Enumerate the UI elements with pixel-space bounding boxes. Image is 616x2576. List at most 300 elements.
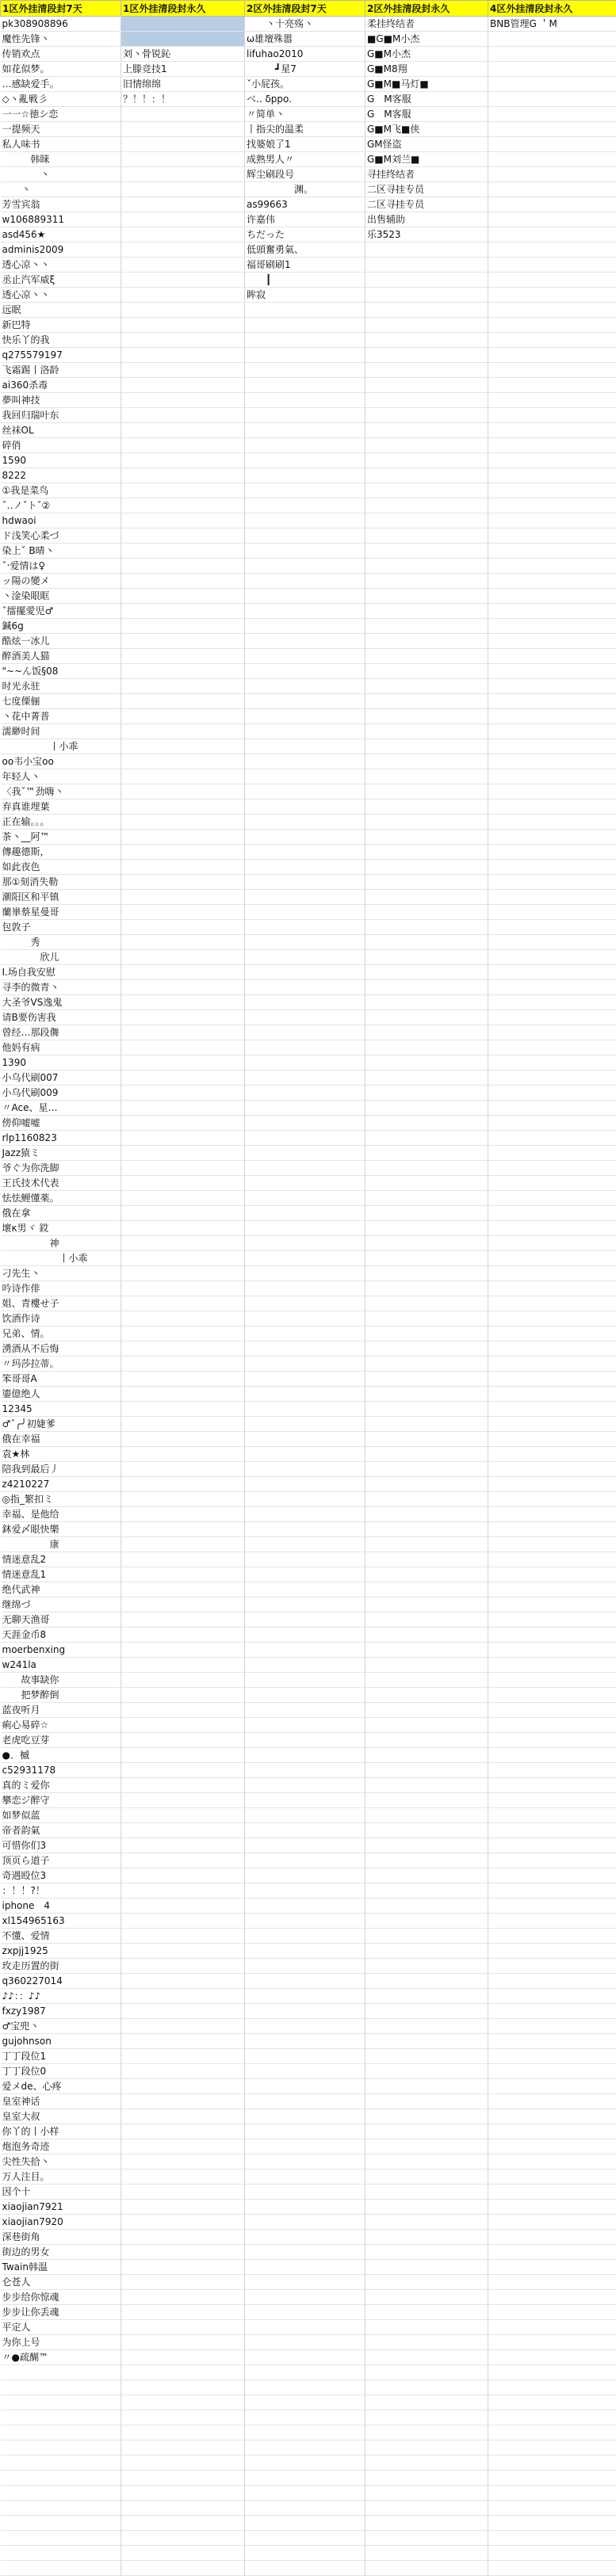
column-header[interactable]: 2区外挂清段封7天 (245, 1, 365, 17)
table-cell[interactable] (365, 1733, 488, 1748)
table-cell[interactable] (245, 1086, 365, 1101)
table-cell[interactable]: 傳趣德斯， (1, 845, 121, 860)
table-cell[interactable]: Jazz猿ミ (1, 1146, 121, 1161)
table-cell[interactable] (245, 2154, 365, 2170)
table-cell[interactable] (245, 2441, 365, 2456)
table-cell[interactable] (121, 1673, 245, 1688)
table-cell[interactable] (121, 498, 245, 513)
table-cell[interactable] (488, 438, 616, 453)
table-cell[interactable] (245, 348, 365, 363)
table-cell[interactable]: 顶页ら道子 (1, 1853, 121, 1868)
table-cell[interactable]: 二区寻挂专员 (365, 197, 488, 212)
table-cell[interactable] (245, 2365, 365, 2380)
table-cell[interactable] (121, 860, 245, 875)
table-cell[interactable]: 真的ミ爱你 (1, 1778, 121, 1793)
table-cell[interactable] (245, 483, 365, 498)
table-cell[interactable] (1, 2365, 121, 2380)
table-cell[interactable] (488, 1326, 616, 1341)
table-cell[interactable] (121, 1402, 245, 1417)
table-cell[interactable] (365, 1010, 488, 1025)
table-cell[interactable] (488, 1086, 616, 1101)
table-cell[interactable]: 找婆娘了1 (245, 137, 365, 152)
table-cell[interactable] (488, 152, 616, 167)
table-cell[interactable] (365, 1582, 488, 1597)
table-cell[interactable] (365, 1567, 488, 1582)
table-cell[interactable] (365, 258, 488, 273)
table-cell[interactable] (245, 2456, 365, 2471)
table-cell[interactable]: 辉尘刷段号 (245, 167, 365, 182)
table-cell[interactable]: G■M飞■侠 (365, 122, 488, 137)
table-cell[interactable] (121, 1266, 245, 1281)
table-cell[interactable]: 丁丁段位1 (1, 2049, 121, 2064)
table-cell[interactable] (245, 2471, 365, 2486)
table-cell[interactable]: 丶淦染眼眶 (1, 589, 121, 604)
table-cell[interactable] (245, 1507, 365, 1522)
table-cell[interactable] (121, 1357, 245, 1372)
table-cell[interactable] (488, 378, 616, 393)
table-cell[interactable]: 刘丶骨锐鈊 (121, 47, 245, 62)
column-header[interactable]: 2区外挂清段封永久 (365, 1, 488, 17)
table-cell[interactable] (245, 1176, 365, 1191)
table-cell[interactable]: 〃玛莎拉蒂。 (1, 1357, 121, 1372)
table-cell[interactable] (121, 1718, 245, 1733)
table-cell[interactable] (121, 318, 245, 333)
table-cell[interactable] (488, 1372, 616, 1387)
table-cell[interactable]: 丶十亮殇丶 (245, 17, 365, 32)
table-cell[interactable] (488, 754, 616, 769)
table-cell[interactable] (121, 2275, 245, 2290)
table-cell[interactable] (121, 709, 245, 724)
table-cell[interactable]: ド浅笑心柔づ (1, 529, 121, 544)
table-cell[interactable]: 福哥刷刷1 (245, 258, 365, 273)
table-cell[interactable] (365, 830, 488, 845)
table-cell[interactable] (245, 2245, 365, 2260)
table-cell[interactable] (365, 2215, 488, 2230)
table-cell[interactable]: 丶 (1, 167, 121, 182)
table-cell[interactable] (365, 1477, 488, 1492)
table-cell[interactable] (488, 1296, 616, 1311)
table-cell[interactable] (365, 1372, 488, 1387)
table-cell[interactable] (488, 634, 616, 649)
table-cell[interactable] (245, 860, 365, 875)
table-cell[interactable] (121, 1432, 245, 1447)
table-cell[interactable] (121, 2230, 245, 2245)
table-cell[interactable] (488, 529, 616, 544)
table-cell[interactable] (121, 288, 245, 303)
table-cell[interactable] (365, 1221, 488, 1236)
table-cell[interactable] (365, 1040, 488, 1055)
table-cell[interactable] (488, 1688, 616, 1703)
table-cell[interactable] (245, 2170, 365, 2185)
table-cell[interactable] (365, 318, 488, 333)
table-cell[interactable] (365, 2410, 488, 2425)
table-cell[interactable]: 濡緲时间 (1, 724, 121, 739)
table-cell[interactable]: 1390 (1, 1055, 121, 1070)
table-cell[interactable]: 把梦醉倒 (1, 1688, 121, 1703)
table-cell[interactable] (121, 2109, 245, 2124)
table-cell[interactable] (488, 1944, 616, 1959)
table-cell[interactable] (365, 2200, 488, 2215)
table-cell[interactable] (121, 1944, 245, 1959)
table-cell[interactable] (121, 2380, 245, 2395)
table-cell[interactable] (245, 1372, 365, 1387)
table-cell[interactable] (245, 1989, 365, 2004)
table-cell[interactable] (245, 2305, 365, 2320)
table-cell[interactable] (245, 423, 365, 438)
table-cell[interactable] (245, 784, 365, 800)
table-cell[interactable] (365, 589, 488, 604)
table-cell[interactable]: 透心凉丶丶 (1, 288, 121, 303)
table-cell[interactable] (488, 1402, 616, 1417)
table-cell[interactable] (365, 1974, 488, 1989)
table-cell[interactable] (245, 574, 365, 589)
table-cell[interactable]: 渊。 (245, 182, 365, 197)
table-cell[interactable] (488, 2365, 616, 2380)
table-cell[interactable] (365, 2441, 488, 2456)
table-cell[interactable] (365, 1492, 488, 1507)
table-cell[interactable] (121, 197, 245, 212)
table-cell[interactable]: 我回归瑞叶东 (1, 408, 121, 423)
table-cell[interactable] (365, 2380, 488, 2395)
table-cell[interactable] (488, 1146, 616, 1161)
table-cell[interactable] (365, 288, 488, 303)
table-cell[interactable] (121, 2139, 245, 2154)
table-cell[interactable]: w241la (1, 1658, 121, 1673)
table-cell[interactable] (365, 965, 488, 980)
table-cell[interactable] (365, 1868, 488, 1883)
table-cell[interactable]: hdwaoi (1, 513, 121, 529)
table-cell[interactable] (365, 574, 488, 589)
table-cell[interactable] (365, 2335, 488, 2350)
table-cell[interactable] (1, 2531, 121, 2546)
table-cell[interactable] (245, 1251, 365, 1266)
table-cell[interactable] (121, 2215, 245, 2230)
table-cell[interactable] (121, 2350, 245, 2365)
table-cell[interactable] (245, 1808, 365, 1823)
table-cell[interactable] (121, 2094, 245, 2109)
table-cell[interactable] (365, 438, 488, 453)
table-cell[interactable] (245, 2425, 365, 2441)
table-cell[interactable]: 吟诗作俳 (1, 1281, 121, 1296)
table-cell[interactable] (245, 1402, 365, 1417)
table-cell[interactable] (121, 1116, 245, 1131)
table-cell[interactable] (365, 1357, 488, 1372)
table-cell[interactable] (365, 1070, 488, 1086)
table-cell[interactable] (121, 1492, 245, 1507)
table-cell[interactable] (488, 1281, 616, 1296)
table-cell[interactable] (245, 965, 365, 980)
table-cell[interactable] (488, 905, 616, 920)
table-cell[interactable] (365, 348, 488, 363)
table-cell[interactable]: 丨小乖 (1, 1251, 121, 1266)
table-cell[interactable] (245, 1387, 365, 1402)
table-cell[interactable] (245, 1492, 365, 1507)
table-cell[interactable] (245, 2034, 365, 2049)
table-cell[interactable]: ◇丶亂戦彡 (1, 92, 121, 107)
table-cell[interactable] (365, 2456, 488, 2471)
table-cell[interactable] (245, 1537, 365, 1552)
table-cell[interactable]: 秀 (1, 935, 121, 950)
table-cell[interactable] (245, 2516, 365, 2531)
table-cell[interactable] (488, 664, 616, 679)
table-cell[interactable] (488, 303, 616, 318)
table-cell[interactable] (121, 438, 245, 453)
table-cell[interactable] (121, 2531, 245, 2546)
table-cell[interactable] (245, 393, 365, 408)
table-cell[interactable] (121, 1974, 245, 1989)
table-cell[interactable] (365, 2531, 488, 2546)
table-cell[interactable]: 1590 (1, 453, 121, 468)
table-cell[interactable] (245, 2200, 365, 2215)
table-cell[interactable] (121, 769, 245, 784)
table-cell[interactable] (245, 2215, 365, 2230)
table-cell[interactable] (488, 1191, 616, 1206)
table-cell[interactable]: ♪♪：：♪♪ (1, 1989, 121, 2004)
table-cell[interactable] (488, 544, 616, 559)
table-cell[interactable] (121, 378, 245, 393)
table-cell[interactable] (488, 1778, 616, 1793)
table-cell[interactable]: 幸福、是他给 (1, 1507, 121, 1522)
table-cell[interactable]: 丶 (1, 182, 121, 197)
table-cell[interactable] (121, 815, 245, 830)
table-cell[interactable] (488, 2471, 616, 2486)
table-cell[interactable] (1, 2486, 121, 2501)
table-cell[interactable] (245, 845, 365, 860)
table-cell[interactable]: 酷炫一冰儿 (1, 634, 121, 649)
table-cell[interactable] (121, 2170, 245, 2185)
table-cell[interactable] (488, 393, 616, 408)
table-cell[interactable] (488, 1793, 616, 1808)
table-cell[interactable] (121, 1161, 245, 1176)
table-cell[interactable] (245, 498, 365, 513)
table-cell[interactable] (245, 800, 365, 815)
table-cell[interactable] (365, 1597, 488, 1612)
table-cell[interactable] (121, 980, 245, 995)
table-cell[interactable] (245, 2094, 365, 2109)
table-cell[interactable]: xiaojian7920 (1, 2215, 121, 2230)
table-cell[interactable] (365, 890, 488, 905)
table-cell[interactable] (121, 2290, 245, 2305)
table-cell[interactable]: ●．槭 (1, 1748, 121, 1763)
table-cell[interactable]: 柔挂终结者 (365, 17, 488, 32)
table-cell[interactable] (488, 1387, 616, 1402)
table-cell[interactable] (365, 2260, 488, 2275)
table-cell[interactable] (121, 1612, 245, 1628)
table-cell[interactable]: 潮阳区和平镇 (1, 890, 121, 905)
table-cell[interactable]: BNB管理G ＇M (488, 17, 616, 32)
table-cell[interactable]: 丁丁段位0 (1, 2064, 121, 2079)
table-cell[interactable] (365, 1281, 488, 1296)
table-cell[interactable] (245, 1055, 365, 1070)
table-cell[interactable]: G M客服 (365, 107, 488, 122)
table-cell[interactable]: q360227014 (1, 1974, 121, 1989)
table-cell[interactable] (121, 2456, 245, 2471)
table-cell[interactable]: 鈢爱〆眼快樂 (1, 1522, 121, 1537)
table-cell[interactable] (365, 724, 488, 739)
table-cell[interactable] (488, 1703, 616, 1718)
table-cell[interactable] (245, 1823, 365, 1838)
table-cell[interactable]: 传销欢点 (1, 47, 121, 62)
table-cell[interactable] (365, 1793, 488, 1808)
table-cell[interactable] (365, 2350, 488, 2365)
table-cell[interactable] (488, 2079, 616, 2094)
table-cell[interactable] (365, 2275, 488, 2290)
table-cell[interactable] (245, 1853, 365, 1868)
table-cell[interactable]: 情迷意乱2 (1, 1552, 121, 1567)
table-cell[interactable] (121, 1221, 245, 1236)
table-cell[interactable] (121, 2124, 245, 2139)
table-cell[interactable] (245, 1477, 365, 1492)
table-cell[interactable] (245, 890, 365, 905)
table-cell[interactable] (488, 800, 616, 815)
table-cell[interactable] (121, 1055, 245, 1070)
table-cell[interactable] (121, 167, 245, 182)
table-cell[interactable] (365, 815, 488, 830)
table-cell[interactable] (488, 408, 616, 423)
table-cell[interactable] (488, 1808, 616, 1823)
table-cell[interactable] (365, 1296, 488, 1311)
table-cell[interactable] (121, 2471, 245, 2486)
table-cell[interactable] (488, 1311, 616, 1326)
table-cell[interactable] (1, 2471, 121, 2486)
table-cell[interactable] (121, 935, 245, 950)
table-cell[interactable] (488, 1612, 616, 1628)
table-cell[interactable] (365, 634, 488, 649)
table-cell[interactable] (245, 1266, 365, 1281)
table-cell[interactable]: 蓝夜听月 (1, 1703, 121, 1718)
table-cell[interactable] (245, 1883, 365, 1899)
table-cell[interactable]: adminis2009 (1, 242, 121, 258)
table-cell[interactable] (488, 1929, 616, 1944)
table-cell[interactable] (121, 1281, 245, 1296)
table-cell[interactable]: 蘭崋蔡星曼哥 (1, 905, 121, 920)
table-cell[interactable]: 街边的男女 (1, 2245, 121, 2260)
table-cell[interactable] (121, 1251, 245, 1266)
table-cell[interactable]: ■G■M小杰 (365, 32, 488, 47)
table-cell[interactable]: gujohnson (1, 2034, 121, 2049)
table-cell[interactable] (365, 2320, 488, 2335)
table-cell[interactable] (245, 513, 365, 529)
table-cell[interactable] (365, 1838, 488, 1853)
table-cell[interactable] (488, 2200, 616, 2215)
table-cell[interactable] (121, 739, 245, 754)
table-cell[interactable] (365, 1673, 488, 1688)
table-cell[interactable] (488, 2350, 616, 2365)
table-cell[interactable]: ：！！?！ (1, 1883, 121, 1899)
table-cell[interactable] (488, 604, 616, 619)
table-cell[interactable] (121, 242, 245, 258)
table-cell[interactable] (121, 2365, 245, 2380)
table-cell[interactable] (365, 1537, 488, 1552)
table-cell[interactable] (121, 1146, 245, 1161)
table-cell[interactable] (488, 2064, 616, 2079)
table-cell[interactable] (245, 2230, 365, 2245)
table-cell[interactable] (488, 1974, 616, 1989)
table-cell[interactable] (245, 724, 365, 739)
table-cell[interactable]: 爷ぐ为你洗脚 (1, 1161, 121, 1176)
table-cell[interactable] (365, 2154, 488, 2170)
table-cell[interactable]: 皇室大叔 (1, 2109, 121, 2124)
table-cell[interactable] (365, 2471, 488, 2486)
table-cell[interactable]: c52931178 (1, 1763, 121, 1778)
table-cell[interactable] (1, 2546, 121, 2561)
table-cell[interactable]: 俄在拿 (1, 1206, 121, 1221)
table-cell[interactable] (121, 694, 245, 709)
table-cell[interactable] (365, 2501, 488, 2516)
table-cell[interactable] (365, 1853, 488, 1868)
table-cell[interactable] (365, 2049, 488, 2064)
table-cell[interactable] (245, 1628, 365, 1643)
column-header[interactable]: 4区外挂清段封永久 (488, 1, 616, 17)
table-cell[interactable] (365, 784, 488, 800)
table-cell[interactable] (121, 890, 245, 905)
table-cell[interactable] (245, 1357, 365, 1372)
table-cell[interactable] (245, 1718, 365, 1733)
table-cell[interactable] (488, 1432, 616, 1447)
table-cell[interactable]: 许嘉伟 (245, 212, 365, 227)
table-cell[interactable] (121, 1567, 245, 1582)
table-cell[interactable] (245, 754, 365, 769)
table-cell[interactable] (245, 333, 365, 348)
table-cell[interactable]: Twain韩温 (1, 2260, 121, 2275)
table-cell[interactable] (488, 2049, 616, 2064)
table-cell[interactable] (488, 1507, 616, 1522)
table-cell[interactable]: 包敦子 (1, 920, 121, 935)
table-cell[interactable] (245, 2501, 365, 2516)
table-cell[interactable] (365, 1914, 488, 1929)
table-cell[interactable] (488, 1552, 616, 1567)
table-cell[interactable] (365, 1116, 488, 1131)
table-cell[interactable]: 远眠 (1, 303, 121, 318)
table-cell[interactable] (245, 1793, 365, 1808)
table-cell[interactable] (488, 2245, 616, 2260)
table-cell[interactable] (245, 1703, 365, 1718)
table-cell[interactable] (121, 258, 245, 273)
table-cell[interactable] (365, 2139, 488, 2154)
table-cell[interactable] (488, 1567, 616, 1582)
table-cell[interactable] (121, 2501, 245, 2516)
table-cell[interactable]: 正在输。。。 (1, 815, 121, 830)
table-cell[interactable] (365, 1628, 488, 1643)
table-cell[interactable]: rlp1160823 (1, 1131, 121, 1146)
table-cell[interactable]: ちだった (245, 227, 365, 242)
table-cell[interactable] (365, 920, 488, 935)
table-cell[interactable] (365, 1989, 488, 2004)
table-cell[interactable] (365, 845, 488, 860)
table-cell[interactable] (245, 649, 365, 664)
table-cell[interactable] (365, 2395, 488, 2410)
table-cell[interactable]: 低頭奮勇氣、 (245, 242, 365, 258)
table-cell[interactable] (488, 242, 616, 258)
table-cell[interactable] (365, 694, 488, 709)
table-cell[interactable] (245, 1326, 365, 1341)
table-cell[interactable] (488, 1597, 616, 1612)
table-cell[interactable] (245, 1944, 365, 1959)
table-cell[interactable]: ┛星7 (245, 62, 365, 77)
table-cell[interactable]: 姐、青樓せ子 (1, 1296, 121, 1311)
table-cell[interactable] (488, 92, 616, 107)
table-cell[interactable] (488, 1582, 616, 1597)
table-cell[interactable] (365, 2079, 488, 2094)
table-cell[interactable] (488, 619, 616, 634)
table-cell[interactable] (1, 2380, 121, 2395)
table-cell[interactable]: 平定人 (1, 2320, 121, 2335)
table-cell[interactable] (245, 468, 365, 483)
table-cell[interactable] (121, 1010, 245, 1025)
table-cell[interactable] (365, 1086, 488, 1101)
table-cell[interactable] (245, 694, 365, 709)
table-cell[interactable] (488, 333, 616, 348)
